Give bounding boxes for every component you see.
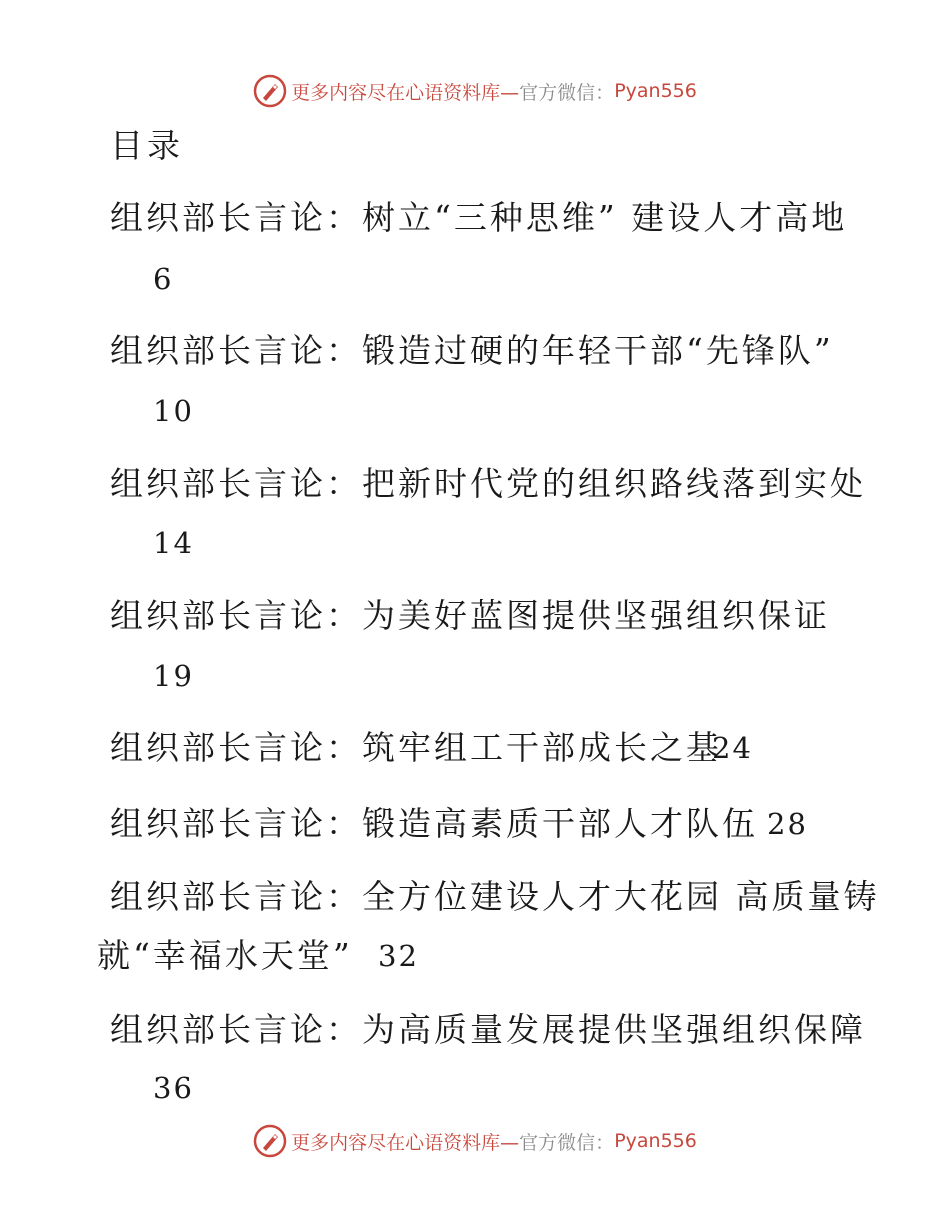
- toc-entry-2-page: 10: [153, 394, 194, 428]
- toc-entry-3[interactable]: 组织部长言论：把新时代党的组织路线落到实处: [110, 464, 866, 503]
- toc-title: 目录: [110, 126, 184, 165]
- footer-watermark-banner: [0, 1121, 950, 1161]
- banner-wechat-id: Pyan556: [614, 1130, 697, 1152]
- toc-entry-4[interactable]: 组织部长言论：为美好蓝图提供坚强组织保证: [110, 596, 830, 635]
- toc-entry-7[interactable]: 组织部长言论：全方位建设人才大花园 高质量铸: [110, 877, 880, 916]
- toc-entry-1-page: 6: [153, 262, 174, 296]
- toc-entry-5[interactable]: 组织部长言论：筑牢组工干部成长之基: [110, 728, 722, 767]
- toc-entry-8[interactable]: 组织部长言论：为高质量发展提供坚强组织保障: [110, 1010, 866, 1049]
- banner-site-text: 更多内容尽在心语资料库—: [291, 81, 520, 104]
- toc-entry-8-page: 36: [153, 1071, 194, 1105]
- toc-entry-1[interactable]: 组织部长言论：树立“三种思维” 建设人才高地: [110, 198, 848, 237]
- banner-wechat-id: Pyan556: [614, 80, 697, 102]
- header-watermark-banner: [0, 71, 950, 111]
- toc-entry-6-page: 28: [767, 807, 808, 841]
- banner-site-text: 更多内容尽在心语资料库—: [291, 1131, 520, 1154]
- pen-nib-logo-icon: [253, 74, 287, 108]
- banner-wechat-label: 官方微信：: [519, 1131, 615, 1154]
- toc-entry-7-page: 32: [378, 939, 419, 973]
- toc-entry-6[interactable]: 组织部长言论：锻造高素质干部人才队伍: [110, 804, 758, 843]
- toc-entry-3-page: 14: [153, 526, 194, 560]
- toc-entry-7-continued[interactable]: 就“幸福水天堂”: [97, 936, 353, 975]
- toc-entry-4-page: 19: [153, 659, 194, 693]
- banner-wechat-label: 官方微信：: [519, 81, 615, 104]
- toc-entry-5-page: 24: [712, 731, 753, 765]
- toc-entry-2[interactable]: 组织部长言论：锻造过硬的年轻干部“先锋队”: [110, 331, 834, 370]
- pen-nib-logo-icon: [253, 1124, 287, 1158]
